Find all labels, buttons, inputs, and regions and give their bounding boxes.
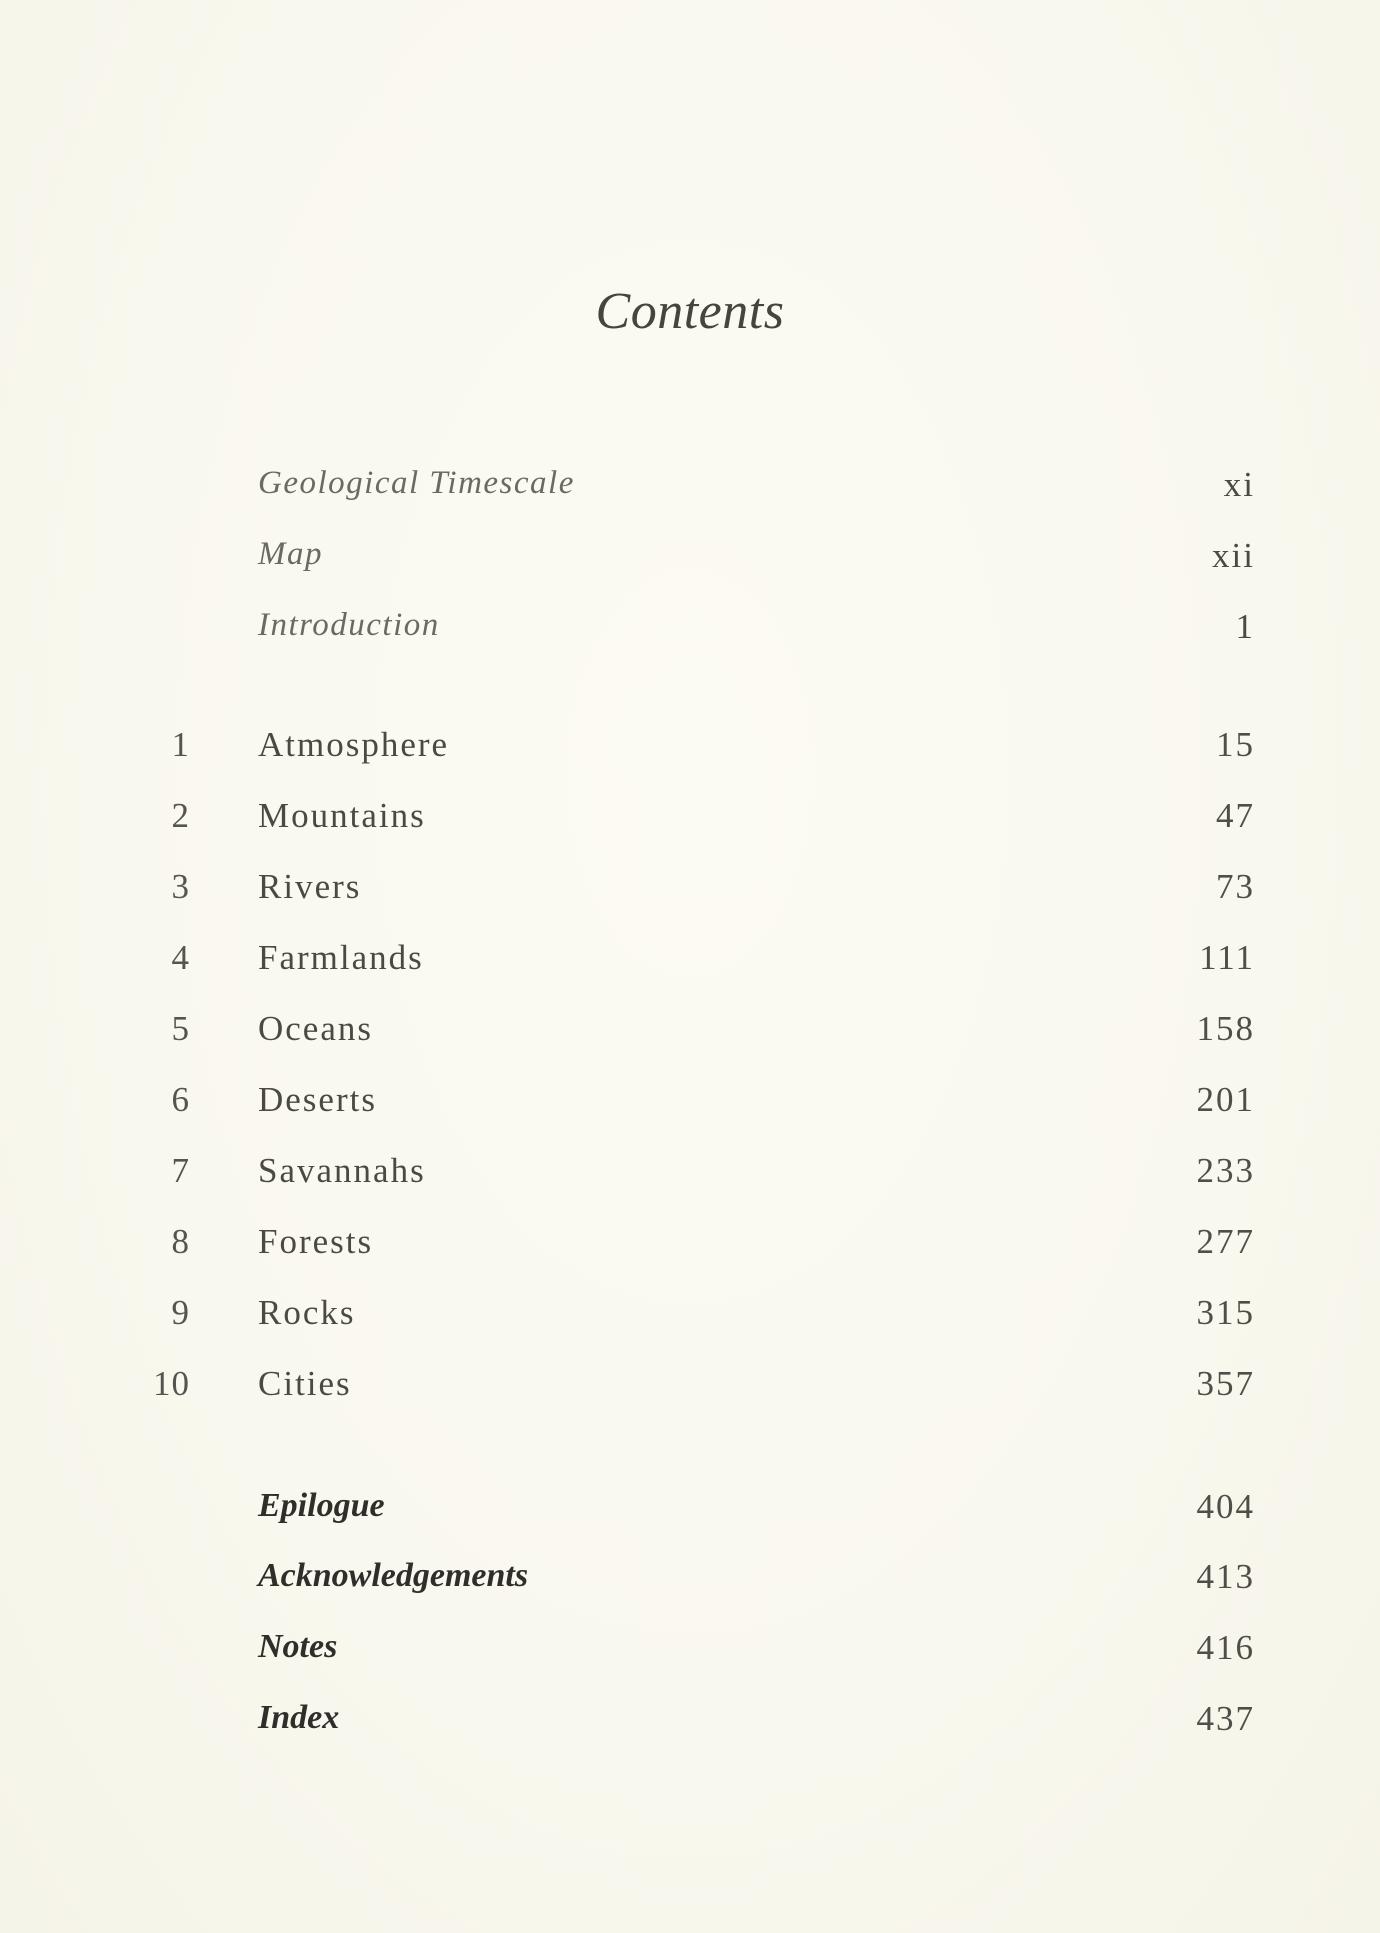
entry-label: Atmosphere [258, 725, 450, 764]
entry-page-number: 233 [1196, 1151, 1255, 1190]
entry-label: Rivers [258, 867, 362, 906]
entry-page-number: xi [1223, 465, 1255, 504]
entry-label: Farmlands [258, 938, 424, 977]
entry-page-number: 15 [1216, 725, 1255, 764]
toc-entry-chapter [0, 1364, 1380, 1424]
entry-label: Deserts [258, 1080, 377, 1119]
toc-entry-chapter [0, 1222, 1380, 1282]
entry-page-number: 437 [1196, 1699, 1255, 1738]
toc-entry-front [0, 536, 1380, 596]
entry-page-number: 315 [1196, 1293, 1255, 1332]
entry-page-number: 357 [1196, 1364, 1255, 1403]
entry-label: Acknowledgements [258, 1557, 529, 1594]
chapter-number: 9 [171, 1293, 190, 1332]
entry-page-number: xii [1212, 536, 1255, 575]
chapter-number: 7 [171, 1151, 190, 1190]
entry-page-number: 73 [1216, 867, 1255, 906]
toc-entry-front [0, 607, 1380, 667]
toc-entry-back [0, 1699, 1380, 1759]
chapter-number: 6 [171, 1080, 190, 1119]
toc-entry-chapter [0, 1293, 1380, 1353]
entry-label: Oceans [258, 1009, 374, 1048]
entry-page-number: 277 [1196, 1222, 1255, 1261]
entry-page-number: 201 [1196, 1080, 1255, 1119]
chapter-number: 8 [171, 1222, 190, 1261]
chapter-number: 4 [171, 938, 190, 977]
entry-label: Map [258, 536, 323, 572]
entry-label: Rocks [258, 1293, 356, 1332]
entry-label: Epilogue [258, 1487, 385, 1524]
entry-page-number: 111 [1199, 938, 1255, 977]
toc-entry-back [0, 1628, 1380, 1688]
entry-label: Savannahs [258, 1151, 426, 1190]
toc-entry-chapter [0, 867, 1380, 927]
toc-entry-front [0, 465, 1380, 525]
toc-entry-back [0, 1557, 1380, 1617]
toc-entry-chapter [0, 796, 1380, 856]
toc-entry-chapter [0, 938, 1380, 998]
chapter-number: 2 [171, 796, 190, 835]
entry-label: Notes [258, 1628, 338, 1665]
entry-label: Mountains [258, 796, 426, 835]
chapter-number: 1 [171, 725, 190, 764]
entry-label: Index [258, 1699, 340, 1736]
chapter-number: 10 [153, 1364, 190, 1403]
chapter-number: 5 [171, 1009, 190, 1048]
chapter-number: 3 [171, 867, 190, 906]
entry-label: Introduction [258, 607, 440, 643]
page-title: Contents [595, 283, 785, 340]
toc-entry-chapter [0, 1080, 1380, 1140]
toc-entry-back [0, 1487, 1380, 1547]
entry-page-number: 404 [1196, 1487, 1255, 1526]
toc-entry-chapter [0, 1151, 1380, 1211]
entry-page-number: 416 [1196, 1628, 1255, 1667]
entry-page-number: 47 [1216, 796, 1255, 835]
toc-entry-chapter [0, 1009, 1380, 1069]
entry-page-number: 1 [1235, 607, 1255, 646]
entry-page-number: 158 [1196, 1009, 1255, 1048]
toc-entry-chapter [0, 725, 1380, 785]
entry-label: Forests [258, 1222, 374, 1261]
entry-label: Geological Timescale [258, 465, 575, 501]
entry-label: Cities [258, 1364, 352, 1403]
entry-page-number: 413 [1196, 1557, 1255, 1596]
